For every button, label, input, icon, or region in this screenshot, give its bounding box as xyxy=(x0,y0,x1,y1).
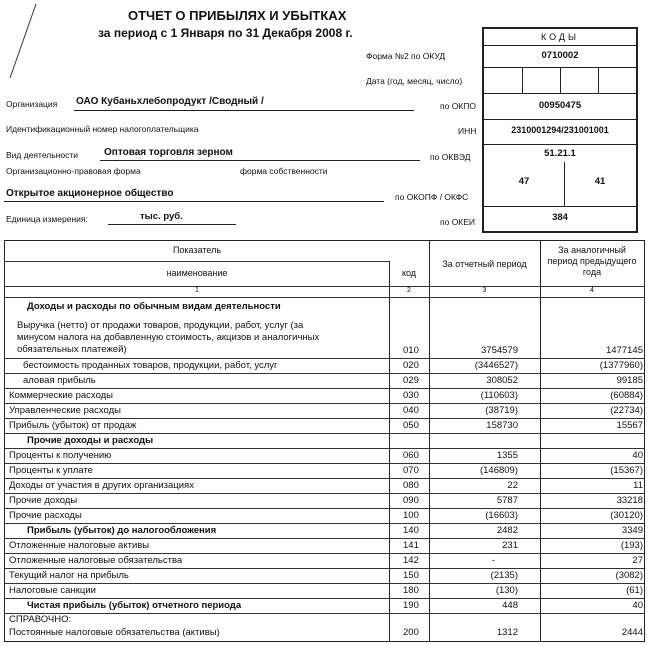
okopf-label: по ОКОПФ / ОКФС xyxy=(395,192,469,202)
row-060-name: Проценты к получению xyxy=(9,450,112,461)
row-029-code: 029 xyxy=(403,375,419,386)
row-090-code: 090 xyxy=(403,495,419,506)
col-divider-code xyxy=(389,261,390,641)
row-142-name: Отложенные налоговые обязательства xyxy=(9,555,183,566)
date-divider-2 xyxy=(560,67,561,93)
row-100-current: (16603) xyxy=(485,510,518,521)
row-divider xyxy=(5,523,644,524)
row-divider xyxy=(5,433,644,434)
row-080-current: 22 xyxy=(507,480,518,491)
row-180-current: (130) xyxy=(495,585,518,596)
row-140-code: 140 xyxy=(403,525,419,536)
legal-form-value: Открытое акционерное общество xyxy=(6,188,174,199)
row-100-code: 100 xyxy=(403,510,419,521)
row-040-current: (38719) xyxy=(485,405,518,416)
row-060-current: 1355 xyxy=(496,450,518,461)
date-label: Дата (год, месяц, число) xyxy=(366,76,463,86)
row-040-name: Управленческие расходы xyxy=(9,405,121,416)
row-030-code: 030 xyxy=(403,390,419,401)
form-label: Форма №2 по ОКУД xyxy=(366,51,446,61)
activity-label: Вид деятельности xyxy=(6,150,78,160)
report-title: ОТЧЕТ О ПРИБЫЛЯХ И УБЫТКАХ xyxy=(128,8,347,23)
row-180-name: Налоговые санкции xyxy=(9,585,96,596)
inn-label-left: Идентификационный номер налогоплательщика xyxy=(6,124,199,134)
row-029-previous: 99185 xyxy=(616,375,643,386)
date-divider-3 xyxy=(598,67,599,93)
row-050-previous: 15567 xyxy=(616,420,643,431)
row-divider xyxy=(5,358,644,359)
row-divider xyxy=(5,448,644,449)
row-080-name: Доходы от участия в других организациях xyxy=(9,480,194,491)
code-okud: 0710002 xyxy=(541,50,579,61)
col-num-2: 2 xyxy=(407,287,411,294)
row-030-name: Коммерческие расходы xyxy=(9,390,114,401)
row-100-name: Прочие расходы xyxy=(9,510,82,521)
row-divider xyxy=(5,388,644,389)
row-divider xyxy=(5,478,644,479)
activity-value: Оптовая торговля зерном xyxy=(104,147,233,158)
row-200-name: Постоянные налоговые обязательства (активы) xyxy=(9,627,220,638)
row-010-name-2: минусом налога на добавленную стоимость, акцизов и аналогичных xyxy=(17,332,320,343)
org-underline xyxy=(74,110,414,111)
codes-box xyxy=(482,27,638,233)
row-090-current: 5787 xyxy=(496,495,518,506)
row-divider xyxy=(5,598,644,599)
row-divider xyxy=(5,373,644,374)
codes-row-okpo xyxy=(484,93,636,120)
row-070-current: (146809) xyxy=(479,465,518,476)
col-num-4: 4 xyxy=(590,287,594,294)
row-divider xyxy=(5,553,644,554)
row-180-previous: (61) xyxy=(626,585,643,596)
legal-form-label: Организационно-правовая форма xyxy=(6,166,141,176)
row-020-name: бестоимость проданных товаров, продукции, работ, услуг xyxy=(23,360,278,371)
row-100-previous: (30120) xyxy=(610,510,643,521)
row-190-current: 448 xyxy=(502,600,518,611)
row-010-previous: 1477145 xyxy=(606,345,643,356)
row-150-current: (2135) xyxy=(490,570,518,581)
header-previous: За аналогичный период предыдущего года xyxy=(547,245,637,277)
row-142-current: - xyxy=(491,555,495,566)
row-030-current: (110603) xyxy=(480,390,518,401)
okved-label: по ОКВЭД xyxy=(430,152,471,162)
row-010-name: Выручка (нетто) от продажи товаров, продукции, работ, услуг (за xyxy=(17,320,304,331)
row-200-current: 1312 xyxy=(496,627,518,638)
code-okfs: 41 xyxy=(594,176,606,187)
row-141-code: 141 xyxy=(403,540,419,551)
row-080-code: 080 xyxy=(403,480,419,491)
row-141-current: 231 xyxy=(502,540,518,551)
row-090-name: Прочие доходы xyxy=(9,495,78,506)
row-029-name: аловая прибыль xyxy=(23,375,96,386)
row-150-previous: (3082) xyxy=(615,570,643,581)
row-142-code: 142 xyxy=(403,555,419,566)
row-020-current: (3446527) xyxy=(474,360,518,371)
col-divider-current xyxy=(429,241,430,641)
scan-mark xyxy=(2,2,42,82)
row-reference-label: СПРАВОЧНО: xyxy=(9,614,72,625)
code-okei: 384 xyxy=(552,212,568,223)
row-section-ordinary: Доходы и расходы по обычным видам деятельности xyxy=(27,301,281,312)
row-141-previous: (193) xyxy=(620,540,643,551)
codes-row-okved xyxy=(484,144,636,162)
ownership-label: форма собственности xyxy=(240,166,328,176)
code-okved: 51.21.1 xyxy=(544,148,576,159)
inn-label: ИНН xyxy=(458,126,477,136)
code-inn: 2310001294/231001001 xyxy=(511,125,609,135)
header-code: код xyxy=(401,268,417,278)
row-140-previous: 3349 xyxy=(621,525,643,536)
row-010-name-3: обязательных платежей) xyxy=(17,344,127,355)
row-section-other: Прочие доходы и расходы xyxy=(27,435,154,446)
code-okopf: 47 xyxy=(518,176,530,187)
row-080-previous: 11 xyxy=(633,480,643,491)
header-sub-divider xyxy=(5,261,389,262)
okei-label: по ОКЕИ xyxy=(440,217,476,227)
activity-underline xyxy=(100,160,420,161)
okpo-label: по ОКПО xyxy=(440,101,476,111)
row-150-name: Текущий налог на прибыль xyxy=(9,570,129,581)
row-020-code: 020 xyxy=(403,360,419,371)
row-060-previous: 40 xyxy=(632,450,643,461)
unit-underline xyxy=(108,224,236,225)
row-150-code: 150 xyxy=(403,570,419,581)
row-divider xyxy=(5,403,644,404)
header-indicator: Показатель xyxy=(172,245,222,255)
row-040-code: 040 xyxy=(403,405,419,416)
row-divider xyxy=(5,538,644,539)
row-200-previous: 2444 xyxy=(621,627,643,638)
unit-label: Единица измерения: xyxy=(6,214,88,224)
row-050-name: Прибыль (убыток) от продаж xyxy=(9,420,137,431)
row-010-current: 3754579 xyxy=(481,345,518,356)
row-140-current: 2482 xyxy=(496,525,518,536)
row-divider xyxy=(5,568,644,569)
codes-row-okei xyxy=(484,206,636,231)
row-divider xyxy=(5,463,644,464)
org-label: Организация xyxy=(6,99,58,109)
row-divider xyxy=(5,418,644,419)
date-divider-1 xyxy=(522,67,523,93)
code-okpo: 00950475 xyxy=(538,100,582,111)
header-name: наименование xyxy=(166,268,228,278)
row-divider xyxy=(5,493,644,494)
num-row-bottom xyxy=(5,297,644,298)
codes-row-okud xyxy=(484,45,636,68)
codes-row-date xyxy=(484,67,636,94)
row-180-code: 180 xyxy=(403,585,419,596)
row-040-previous: (22734) xyxy=(610,405,643,416)
row-142-previous: 27 xyxy=(632,555,643,566)
legal-form-underline xyxy=(4,201,384,202)
row-140-name: Прибыль (убыток) до налогообложения xyxy=(27,525,217,536)
codes-row-okopf xyxy=(484,162,636,207)
row-190-code: 190 xyxy=(403,600,419,611)
row-010-code: 010 xyxy=(403,345,419,356)
row-060-code: 060 xyxy=(403,450,419,461)
report-table xyxy=(4,240,645,642)
row-029-current: 308052 xyxy=(486,375,518,386)
row-190-name: Чистая прибыль (убыток) отчетного периода xyxy=(27,600,242,611)
row-020-previous: (1377960) xyxy=(599,360,643,371)
unit-value: тыс. руб. xyxy=(140,211,183,222)
row-divider xyxy=(5,613,644,614)
row-050-code: 050 xyxy=(403,420,419,431)
row-030-previous: (60884) xyxy=(610,390,643,401)
row-090-previous: 33218 xyxy=(616,495,643,506)
row-050-current: 158730 xyxy=(486,420,518,431)
row-070-code: 070 xyxy=(403,465,419,476)
codes-row-inn xyxy=(484,119,636,145)
row-141-name: Отложенные налоговые активы xyxy=(9,540,150,551)
row-190-previous: 40 xyxy=(632,600,643,611)
row-divider xyxy=(5,583,644,584)
org-value: ОАО Кубаньхлебопродукт /Сводный / xyxy=(76,96,264,107)
col-num-3: 3 xyxy=(482,287,487,294)
header-current: За отчетный период xyxy=(442,259,527,269)
row-200-code: 200 xyxy=(403,627,419,638)
col-num-1: 1 xyxy=(195,287,199,294)
row-divider xyxy=(5,508,644,509)
row-070-previous: (15367) xyxy=(610,465,643,476)
report-period: за период с 1 Января по 31 Декабря 2008 г. xyxy=(98,26,353,40)
col-divider-previous xyxy=(540,241,541,641)
row-070-name: Проценты к уплате xyxy=(9,465,93,476)
codes-header: КОДЫ xyxy=(484,29,636,46)
